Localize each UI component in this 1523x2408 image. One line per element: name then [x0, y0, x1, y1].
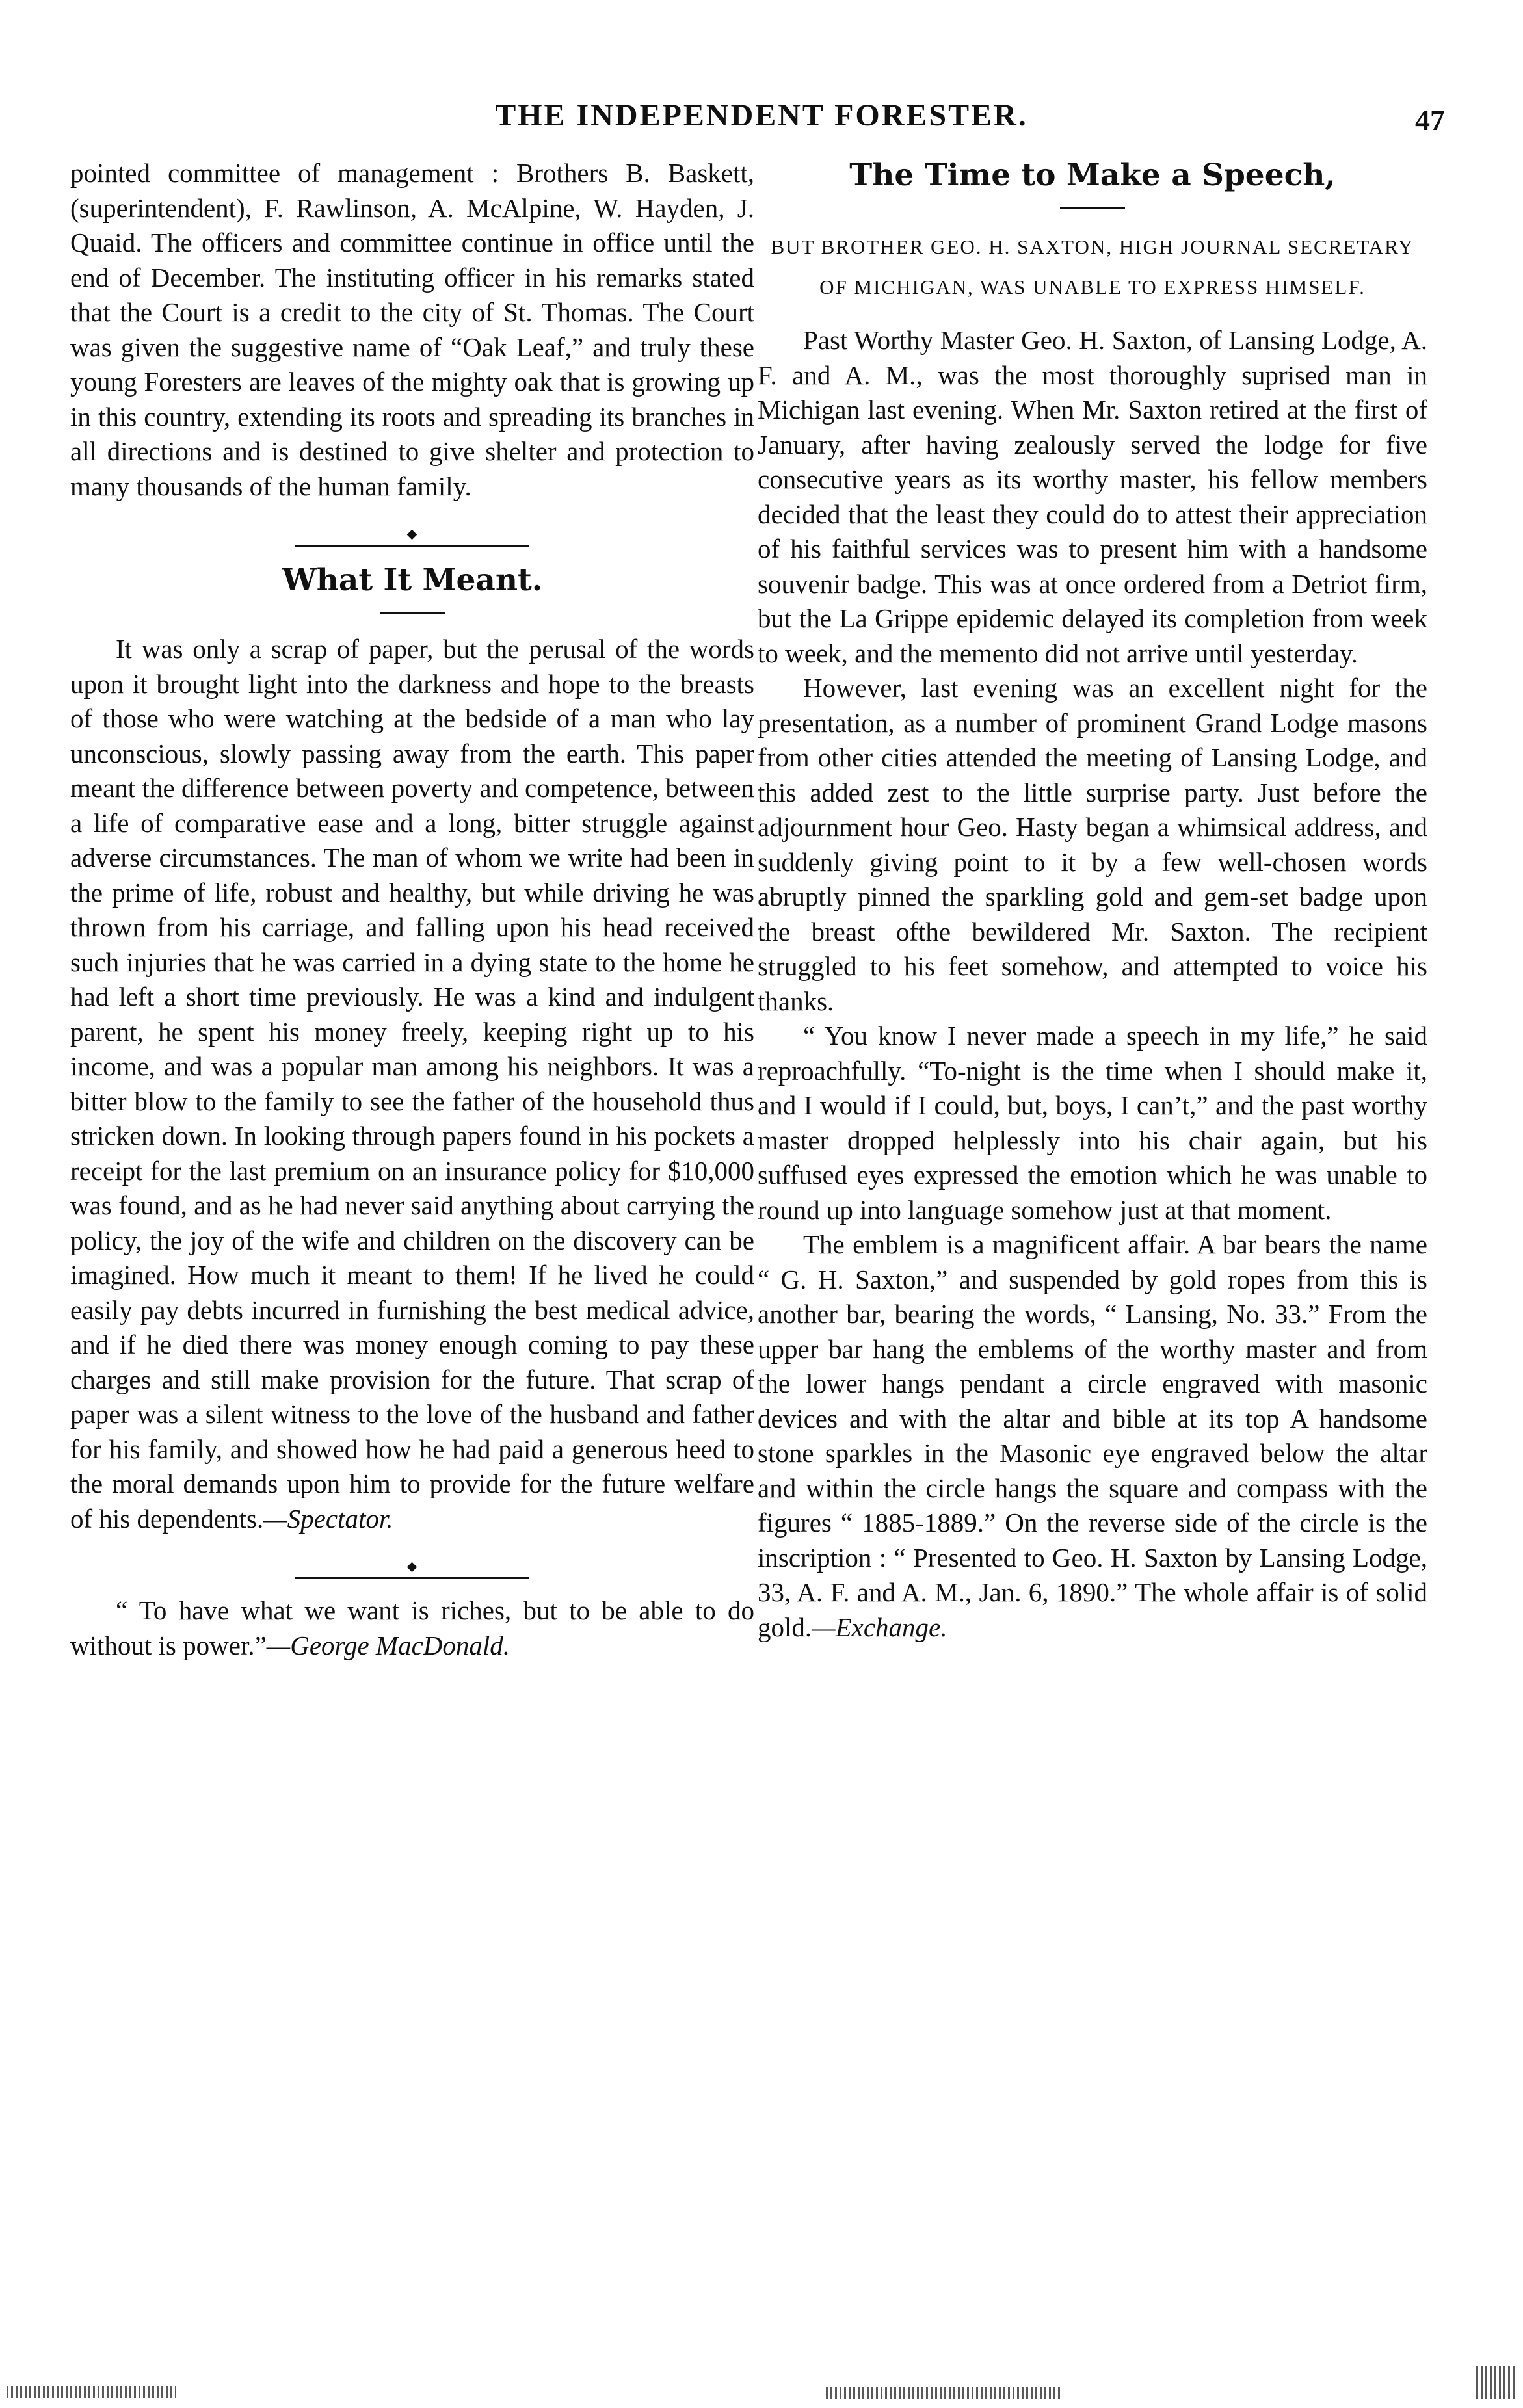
- divider-line: [295, 1577, 529, 1579]
- article-source: —Exchange.: [812, 1612, 947, 1642]
- left-column: [70, 156, 754, 1663]
- section-divider: [70, 1558, 754, 1577]
- article-title-what-it-meant: What It Meant.: [282, 562, 543, 598]
- page-number: 47: [1415, 103, 1445, 137]
- divider-diamond-icon: [407, 530, 417, 540]
- article-title-speech: The Time to Make a Speech,: [849, 157, 1336, 193]
- continued-paragraph: pointed committee of management : Brothers B. Baskett, (superintendent), F. Rawlinson, A. McAlpine, W. Hayden, J. Quaid. The officers and committee continue in office until the end of December. The instituting officer in his remarks stated that the Court is a credit to the city of St. Thomas. The Court was given the suggestive name of “Oak Leaf,” and truly these young Foresters are leaves of the mighty oak that is growing up in this country, extending its roots and spreading its branches in all directions and is destined to give shelter and protection to many thousands of the human family.: [70, 158, 754, 501]
- title-rule: [1060, 207, 1125, 209]
- article-subhead: BUT BROTHER GEO. H. SAXTON, HIGH JOURNAL SECRETARY OF MICHIGAN, WAS UNABLE TO EXPRESS HIMSELF.: [771, 235, 1414, 298]
- article-source: —Spectator.: [263, 1503, 393, 1534]
- title-rule: [380, 612, 445, 614]
- article-paragraph: [758, 1227, 1427, 1645]
- article-paragraph: “ You know I never made a speech in my life,” he said reproachfully. “To-night is the time when I should make it, and I would if I could, but, boys, I can’t,” and the past worthy master dropped helplessly into his chair again, but his suffused eyes expressed the emotion which he was unable to round up into language somehow just at that moment.: [758, 1021, 1427, 1225]
- quotation: [70, 1593, 754, 1663]
- section-divider: [70, 526, 754, 544]
- article-body-text: It was only a scrap of paper, but the perusal of the words upon it brought light into the darkness and hope to the breasts of those who were watching at the bedside of a man who lay unconscious, slowly passing away from the earth. This paper meant the difference between poverty and competence, between a life of comparative ease and a long, bitter struggle against adverse circumstances. The man of whom we write had been in the prime of life, robust and healthy, but while driving he was thrown from his carriage, and falling upon his head received such injuries that he was carried in a dying state to the home he had left a short time previously. He was a kind and indulgent parent, he spent his money freely, keeping right up to his income, and was a popular man among his neighbors. It was a bitter blow to the family to see the father of the household thus stricken down. In looking through papers found in his pockets a receipt for the last premium on an insurance policy for $10,000 was found, and as he had never said anything about carrying the policy, the joy of the wife and children on the discovery can be imagined. How much it meant to them! If he lived he could easily pay debts incurred in furnishing the best medical advice, and if he died there was money enough coming to pay these charges and still make provision for the future. That scrap of paper was a silent witness to the love of the husband and father for his family, and showed how he had paid a generous heed to the moral demands upon him to provide for the future welfare of his dependents.: [70, 634, 755, 1534]
- scan-noise: [826, 2387, 1060, 2399]
- divider-line: [295, 545, 529, 547]
- article-paragraph-text: The emblem is a magnificent affair. A bar bears the name “ G. H. Saxton,” and suspended by gold ropes from this is another bar, bearing the words, “ Lansing, No. 33.” From the upper bar hang the emblems of the worthy master and from the lower hangs pendant a circle engraved with masonic devices and with the altar and bible at its top A handsome stone sparkles in the Masonic eye engraved below the altar and within the circle hangs the square and compass with the figures “ 1885-1889.” On the reverse side of the circle is the inscription : “ Presented to Geo. H. Saxton by Lansing Lodge, 33, A. F. and A. M., Jan. 6, 1890.” The whole affair is of solid gold.: [758, 1229, 1427, 1642]
- quote-author: —George MacDonald.: [266, 1630, 510, 1660]
- right-column: [758, 156, 1427, 1645]
- scan-noise: [7, 2386, 176, 2398]
- scan-noise: [1476, 2366, 1515, 2399]
- quote-text: “ To have what we want is riches, but to be able to do without is power.”: [70, 1595, 754, 1660]
- article-body: [70, 632, 754, 1536]
- running-head: [0, 98, 1523, 150]
- article-paragraph: However, last evening was an excellent night for the presentation, as a number of prominent Grand Lodge masons from other cities attended the meeting of Lansing Lodge, and this added zest to the little surprise party. Just before the adjournment hour Geo. Hasty began a whimsical address, and suddenly giving point to it by a few well-chosen words abruptly pinned the sparkling gold and gem-set badge upon the breast ofthe bewildered Mr. Saxton. The recipient struggled to his feet somehow, and attempted to voice his thanks.: [758, 673, 1427, 1016]
- divider-diamond-icon: [407, 1562, 417, 1573]
- article-paragraph: Past Worthy Master Geo. H. Saxton, of Lansing Lodge, A. F. and A. M., was the most thoroughly suprised man in Michigan last evening. When Mr. Saxton retired at the first of January, after having zealously served the lodge for five consecutive years as its worthy master, his fellow members decided that the least they could do to attest their appreciation of his faithful services was to present him with a handsome souvenir badge. This was at once ordered from a Detriot firm, but the La Grippe epidemic delayed its completion from week to week, and the memento did not arrive until yesterday.: [758, 325, 1427, 668]
- journal-title: THE INDEPENDENT FORESTER.: [495, 98, 1028, 133]
